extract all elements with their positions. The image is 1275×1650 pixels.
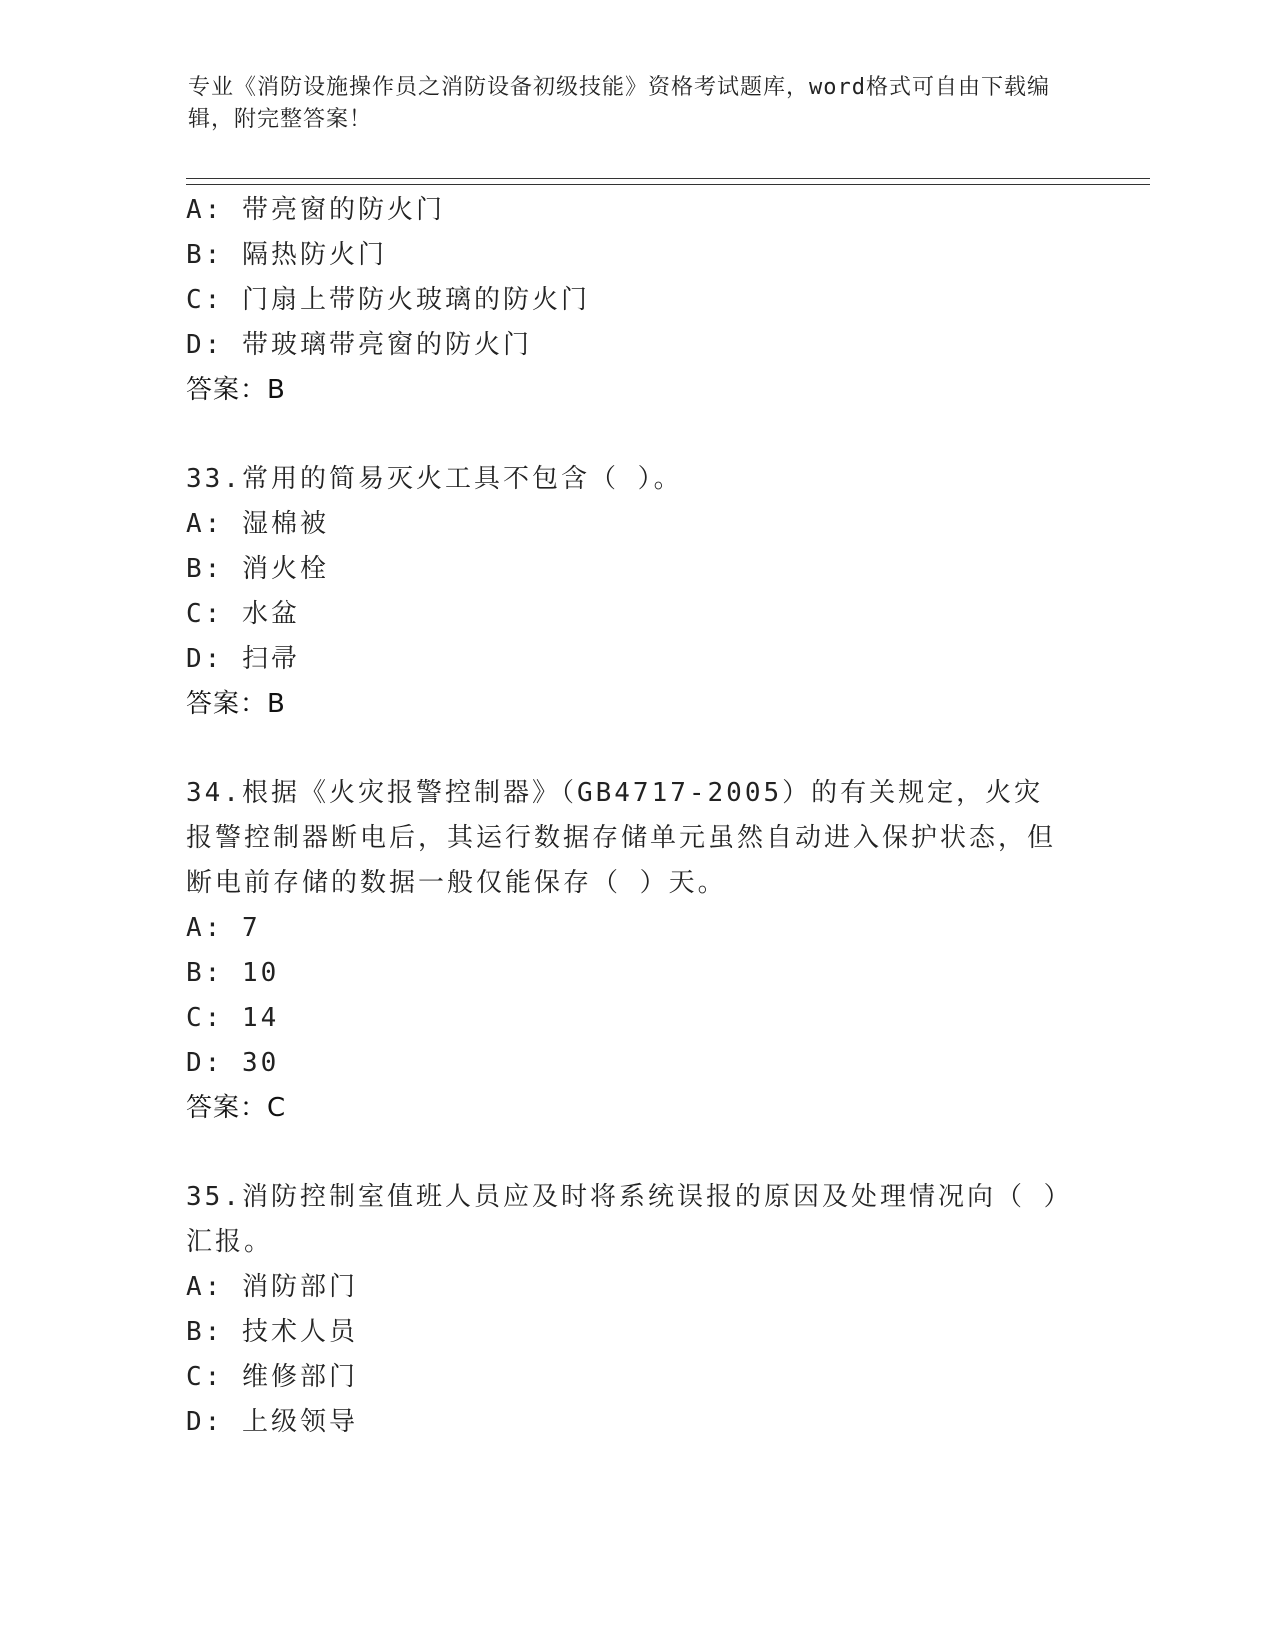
question-35 (186, 1175, 1066, 1445)
answer: 答案：B (186, 375, 286, 405)
option-a: A: 7 (186, 913, 261, 943)
spacer (186, 727, 1066, 771)
option-a: A: 湿棉被 (186, 509, 329, 539)
option-c: C: 14 (186, 1003, 280, 1033)
option-c: C: 门扇上带防火玻璃的防火门 (186, 285, 590, 315)
question-text: 34.根据《火灾报警控制器》（GB4717-2005）的有关规定，火灾报警控制器断电后，其运行数据存储单元虽然自动进入保护状态，但断电前存储的数据一般仅能保存（ ）天。 (186, 778, 1057, 898)
option-c: C: 水盆 (186, 599, 300, 629)
document-header: 专业《消防设施操作员之消防设备初级技能》资格考试题库，word格式可自由下载编辑，附完整答案！ (188, 75, 1050, 132)
question-text: 35.消防控制室值班人员应及时将系统误报的原因及处理情况向（ ）汇报。 (186, 1182, 1060, 1257)
option-b: B: 10 (186, 958, 280, 988)
header-divider-top (186, 178, 1150, 179)
option-d: D: 上级领导 (186, 1407, 358, 1437)
option-d: D: 带玻璃带亮窗的防火门 (186, 330, 532, 360)
question-text: 33.常用的简易灭火工具不包含（ ）。 (186, 464, 683, 494)
question-32-tail (186, 188, 1066, 413)
document-body (186, 188, 1066, 1445)
spacer (186, 1131, 1066, 1175)
question-33 (186, 457, 1066, 727)
option-d: D: 30 (186, 1048, 280, 1078)
option-b: B: 隔热防火门 (186, 240, 387, 270)
option-a: A: 带亮窗的防火门 (186, 195, 445, 225)
answer: 答案：C (186, 1093, 287, 1123)
option-d: D: 扫帚 (186, 644, 300, 674)
header-divider-bottom (186, 184, 1150, 185)
question-34 (186, 771, 1066, 1131)
spacer (186, 413, 1066, 457)
option-b: B: 消火栓 (186, 554, 329, 584)
option-a: A: 消防部门 (186, 1272, 358, 1302)
answer: 答案：B (186, 689, 286, 719)
option-b: B: 技术人员 (186, 1317, 358, 1347)
option-c: C: 维修部门 (186, 1362, 358, 1392)
